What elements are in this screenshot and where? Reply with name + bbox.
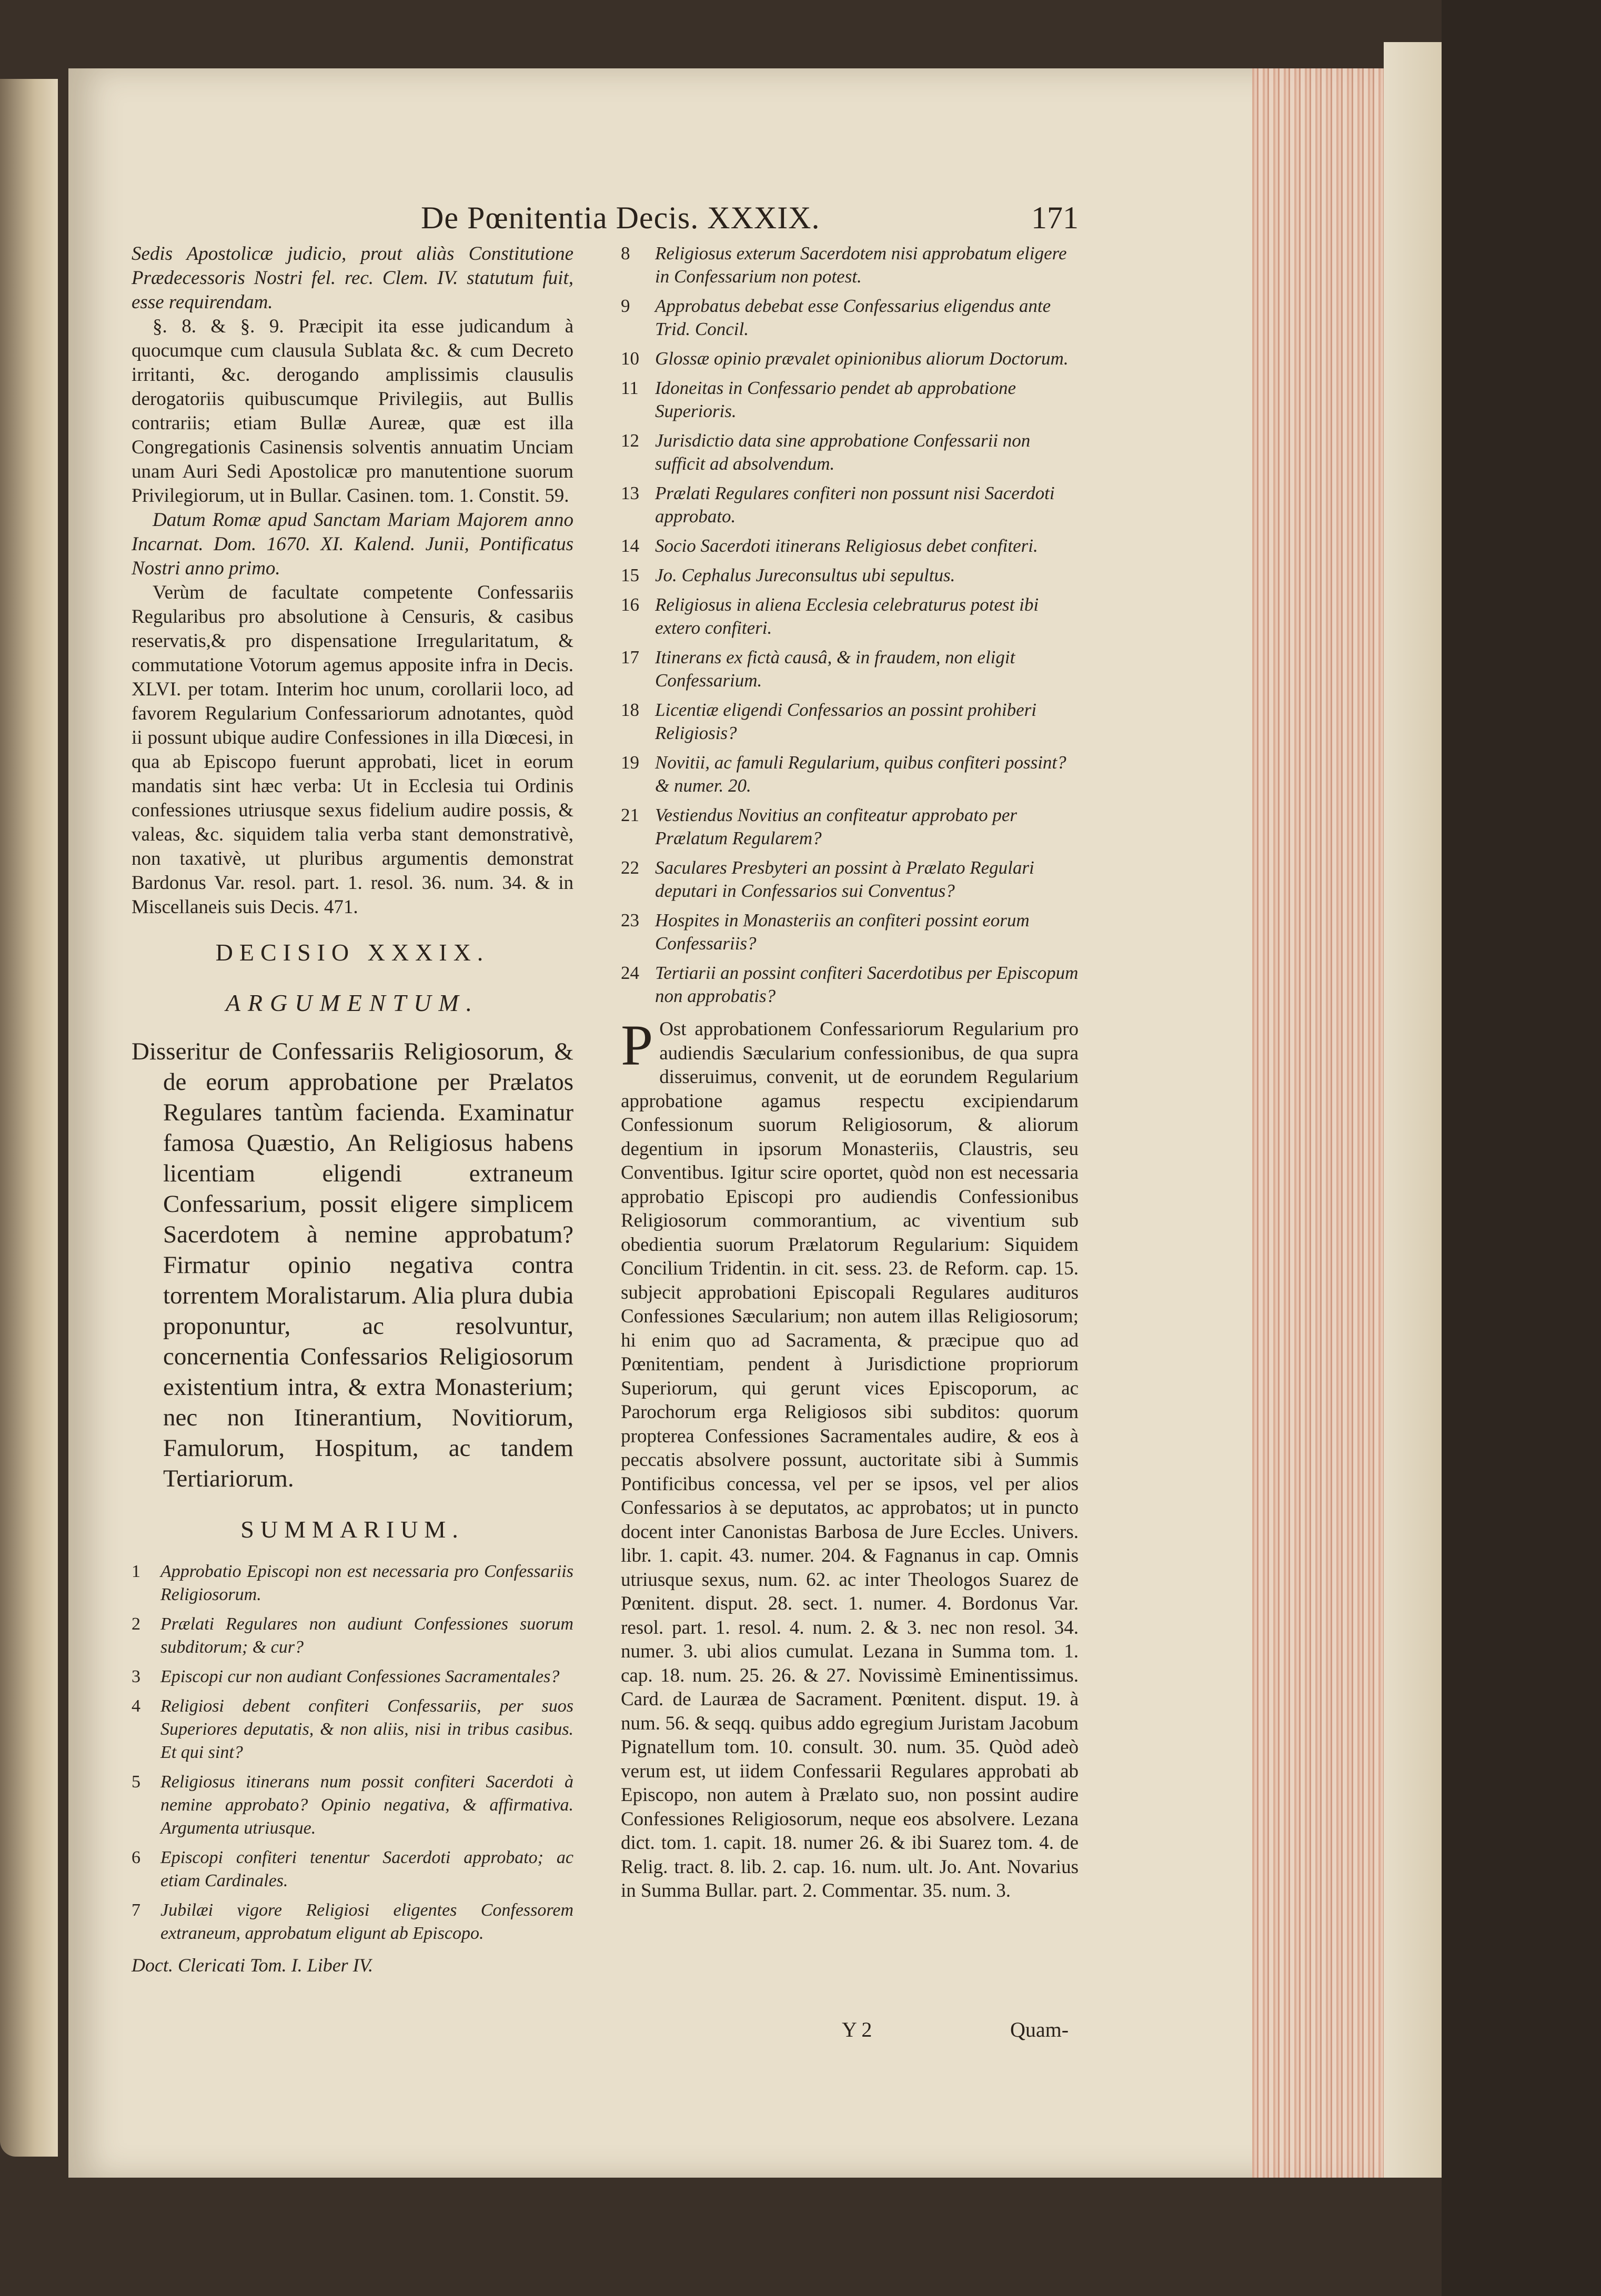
summary-item-text: Religiosus itinerans num possit confiteri Sacerdoti à nemine approbato? Opinio negativa, & affirmativa. Argumenta utriusque. bbox=[160, 1772, 573, 1838]
summary-item bbox=[621, 804, 1079, 850]
intro-text: Sedis Apostolicæ judicio, prout aliàs Constitutione Prædecessoris Nostri fel. rec. Clem. IV. statutum fuit, esse requirendam. bbox=[132, 243, 573, 313]
decisio-heading: DECISIO XXXIX. bbox=[215, 939, 490, 966]
summary-item-number: 23 bbox=[621, 910, 639, 930]
left-page-edge bbox=[0, 79, 58, 2157]
summary-item bbox=[621, 564, 1079, 587]
summary-item bbox=[621, 377, 1079, 423]
summary-item-number: 2 bbox=[132, 1614, 140, 1634]
summary-item-number: 21 bbox=[621, 805, 639, 825]
summary-item bbox=[621, 347, 1079, 370]
summary-item-number: 14 bbox=[621, 535, 639, 556]
summarium-list bbox=[132, 1560, 573, 1945]
summary-item bbox=[132, 1560, 573, 1606]
paragraph: §. 8. & §. 9. Præcipit ita esse judicandum à quocumque cum clausula Sublata &c. & cum Decreto irritanti, &c. derogando amplissimis clausulis derogatoriis quibuscumque Privilegiis, aut Bullis contrariis; etiam Bullæ Aureæ, quæ est illa Congregationis Casinensis solventis annuatim Unciam unam Auri Sedi Apostolicæ pro manutentione suorum Privilegiorum, ut in Bullar. Casinen. tom. 1. Constit. 59. bbox=[132, 316, 573, 507]
summary-item-number: 24 bbox=[621, 963, 639, 983]
summary-item-text: Socio Sacerdoti itinerans Religiosus debet confiteri. bbox=[655, 535, 1038, 556]
signature-mark: Y 2 bbox=[842, 2018, 872, 2041]
summary-item bbox=[132, 1899, 573, 1945]
summary-item-number: 12 bbox=[621, 430, 639, 451]
summary-item-text: Approbatio Episcopi non est necessaria pro Confessariis Religiosorum. bbox=[160, 1562, 573, 1604]
left-column bbox=[132, 242, 573, 1977]
summary-item-number: 19 bbox=[621, 752, 639, 773]
summary-item-text: Jurisdictio data sine approbatione Confessarii non sufficit ad absolvendum. bbox=[655, 430, 1031, 474]
summary-item-text: Prælati Regulares confiteri non possunt nisi Sacerdoti approbato. bbox=[655, 483, 1055, 527]
summary-item bbox=[621, 699, 1079, 745]
summary-item bbox=[621, 962, 1079, 1008]
summary-item-number: 11 bbox=[621, 378, 639, 398]
right-column bbox=[621, 242, 1079, 1903]
summary-item bbox=[621, 646, 1079, 692]
body-text bbox=[621, 1013, 1079, 1903]
summary-item-number: 9 bbox=[621, 296, 630, 316]
summary-item-number: 6 bbox=[132, 1848, 140, 1867]
summarium-list-continued bbox=[621, 242, 1079, 1008]
summary-item-text: Hospites in Monasteriis an confiteri possint eorum Confessariis? bbox=[655, 910, 1030, 954]
catchword: Quam- bbox=[1010, 2018, 1069, 2041]
signature-line: Doct. Clericati Tom. I. Liber IV. bbox=[132, 1955, 374, 1976]
background bbox=[1442, 0, 1601, 2296]
running-title: De Pœnitentia Decis. XXXIX. bbox=[421, 200, 820, 235]
summary-item bbox=[621, 909, 1079, 955]
summary-item-text: Saculares Presbyteri an possint à Prælato Regulari deputari in Confessarios sui Conventus? bbox=[655, 857, 1034, 901]
summary-item-number: 22 bbox=[621, 857, 639, 878]
summary-item-text: Religiosus exterum Sacerdotem nisi approbatum eligere in Confessarium non potest. bbox=[655, 243, 1067, 287]
summary-item-number: 3 bbox=[132, 1667, 140, 1686]
summary-item bbox=[132, 1665, 573, 1688]
summary-item bbox=[621, 856, 1079, 903]
summary-item-number: 16 bbox=[621, 594, 639, 615]
summary-item bbox=[132, 1613, 573, 1659]
summary-item-number: 18 bbox=[621, 700, 639, 720]
summary-item-number: 17 bbox=[621, 647, 639, 667]
summary-item-text: Episcopi confiteri tenentur Sacerdoti approbato; ac etiam Cardinales. bbox=[160, 1848, 573, 1890]
summary-item-text: Approbatus debebat esse Confessarius eligendus ante Trid. Concil. bbox=[655, 296, 1051, 339]
drop-cap: P bbox=[621, 1013, 653, 1077]
paragraph: Datum Romæ apud Sanctam Mariam Majorem anno Incarnat. Dom. 1670. XI. Kalend. Junii, Pontificatus Nostri anno primo. bbox=[132, 509, 573, 579]
summary-item bbox=[621, 295, 1079, 341]
summary-item-text: Religiosi debent confiteri Confessariis, per suos Superiores deputatis, & non aliis, nisi in tribus casibus. Et qui sint? bbox=[160, 1696, 573, 1762]
argumentum-text: Disseritur de Confessariis Religiosorum, & de eorum approbatione per Prælatos Regulares tantùm facienda. Examinatur famosa Quæstio, An Religiosus habens licentiam eligendi extraneum Confessarium, possit eligere simplicem Sacerdotem à nemine approbatum? Firmatur opinio negativa contra torrentem Moralistarum. Alia plura dubia proponuntur, ac resolvuntur, concernentia Confessarios Religiosorum existentium intra, & extra Monasterium; nec non Itinerantium, Novitiorum, Famulorum, Hospitum, ac tandem Tertiariorum. bbox=[132, 1038, 573, 1492]
summary-item-text: Glossæ opinio prævalet opinionibus aliorum Doctorum. bbox=[655, 348, 1069, 369]
summary-item bbox=[621, 429, 1079, 476]
page-number: 171 bbox=[1031, 200, 1079, 235]
summary-item bbox=[132, 1846, 573, 1893]
paragraph: Verùm de facultate competente Confessariis Regularibus pro absolutione à Censuris, & casibus reservatis,& pro dispensatione Irregularitatum, & commutatione Votorum agemus apposite infra in Decis. XLVI. per totam. Interim hoc unum, corollarii loco, ad favorem Regularium Confessariorum adnotantes, quòd ii possunt ubique audire Confessiones in illa Diœcesi, in qua ab Episcopo fuerunt approbati, licet in eorum mandatis sint hæc verba: Ut in Ecclesia tui Ordinis confessiones utriusque sexus fidelium audire possis, & valeas, &c. siquidem talia verba stant demonstrativè, non taxativè, ut pluribus argumentis demonstrat Bardonus Var. resol. part. 1. resol. 36. num. 34. & in Miscellaneis suis Decis. 471. bbox=[132, 582, 573, 918]
summary-item-text: Religiosus in aliena Ecclesia celebraturus potest ibi extero confiteri. bbox=[655, 594, 1039, 638]
summary-item-number: 5 bbox=[132, 1772, 140, 1792]
body-paragraph: Ost approbationem Confessariorum Regularium pro audiendis Sæcularium confessionibus, de qua supra disseruimus, convenit, ut de eorundem Regularium approbatione agamus respectu excipiendarum Confessionum suorum Religiosorum, & aliorum degentium in ipsorum Monasteriis, Claustris, seu Conventibus. Igitur scire oportet, quòd non est necessaria approbatio Episcopi pro audiendis Confessionibus Religiosorum commorantium, ac viventium sub obedientia suorum Prælatorum Regularium: Siquidem Concilium Tridentin. in cit. sess. 23. de Reform. cap. 15. subjecit approbationi Episcopali Regulares audituros Confessiones Sæcularium; non autem illas Religiosorum; hi enim quo ad Sacramenta, & præcipue quo ad Pœnitentiam, pendent à Jurisdictione propriorum Superiorum, qui gerunt vices Episcoporum, ac Parochorum erga Religiosos sibi subditos: quorum propterea Confessiones Sacramentales audire, & eos à peccatis absolvere possunt, auctoritate sibi à Summis Pontificibus concessa, vel per se ipsos, vel per alios Confessarios à se deputatos, ac approbatos; ut in puncto docent inter Canonistas Barbosa de Jure Eccles. Univers. libr. 1. capit. 43. numer. 204. & Fagnanus in cap. Omnis utriusque sexus, num. 62. ac inter Theologos Suarez de Pœnitent. disput. 28. sect. 1. numer. 4. Bordonus Var. resol. part. 1. resol. 4. num. 2. & 3. nec non resol. 34. numer. 3. ubi alios cumulat. Lezana in Summa tom. 1. cap. 18. num. 25. 26. & 27. Novissimè Eminentissimus. Card. de Lauræa de Sacrament. Pœnitent. disput. 19. à num. 56. & seqq. quibus addo egregium Juristam Jacobum Pignatellum tom. 10. consult. 30. num. 35. Quòd adeò verum est, ut iidem Confessarii Regulares approbati ab Episcopo, non autem à Prælato suo, non possint audire Confessiones Religiosorum, neque eos absolvere. Lezana dict. tom. 1. capit. 18. numer 26. & ibi Suarez tom. 4. de Relig. tract. 8. lib. 2. cap. 16. num. ult. Jo. Ant. Novarius in Summa Bullar. part. 2. Commentar. 35. num. 3. bbox=[621, 1018, 1079, 1901]
summary-item-text: Novitii, ac famuli Regularium, quibus confiteri possint? & numer. 20. bbox=[655, 752, 1066, 796]
summary-item bbox=[132, 1695, 573, 1764]
summary-item bbox=[621, 593, 1079, 640]
argumentum-heading: ARGUMENTUM. bbox=[225, 989, 480, 1016]
summary-item bbox=[621, 751, 1079, 797]
book-board bbox=[1384, 42, 1442, 2178]
summary-item-number: 7 bbox=[132, 1900, 140, 1920]
summary-item-text: Vestiendus Novitius an confiteatur approbato per Prælatum Regularem? bbox=[655, 805, 1017, 848]
summary-item bbox=[621, 482, 1079, 528]
summary-item-number: 8 bbox=[621, 243, 630, 264]
summary-item-text: Licentiæ eligendi Confessarios an possint prohiberi Religiosis? bbox=[655, 700, 1036, 743]
summary-item-number: 10 bbox=[621, 348, 639, 369]
summary-item bbox=[132, 1771, 573, 1840]
summary-item-text: Tertiarii an possint confiteri Sacerdotibus per Episcopum non approbatis? bbox=[655, 963, 1079, 1006]
summary-item-text: Prælati Regulares non audiunt Confessiones suorum subditorum; & cur? bbox=[160, 1614, 573, 1657]
summary-item-text: Jubilæi vigore Religiosi eligentes Confessorem extraneum, approbatum eligunt ab Episcopo. bbox=[160, 1900, 573, 1943]
page-fore-edge bbox=[1252, 68, 1384, 2178]
summary-item-text: Idoneitas in Confessario pendet ab approbatione Superioris. bbox=[655, 378, 1016, 421]
summary-item-number: 1 bbox=[132, 1562, 140, 1581]
summary-item bbox=[621, 534, 1079, 558]
summary-item-text: Itinerans ex fictà causâ, & in fraudem, non eligit Confessarium. bbox=[655, 647, 1015, 691]
summary-item-number: 4 bbox=[132, 1696, 140, 1716]
summary-item-text: Jo. Cephalus Jureconsultus ubi sepultus. bbox=[655, 565, 955, 585]
summary-item-number: 15 bbox=[621, 565, 639, 585]
summary-item-text: Episcopi cur non audiant Confessiones Sacramentales? bbox=[160, 1667, 560, 1686]
summary-item-number: 13 bbox=[621, 483, 639, 503]
summary-item bbox=[621, 242, 1079, 288]
summarium-heading: SUMMARIUM. bbox=[240, 1516, 465, 1543]
